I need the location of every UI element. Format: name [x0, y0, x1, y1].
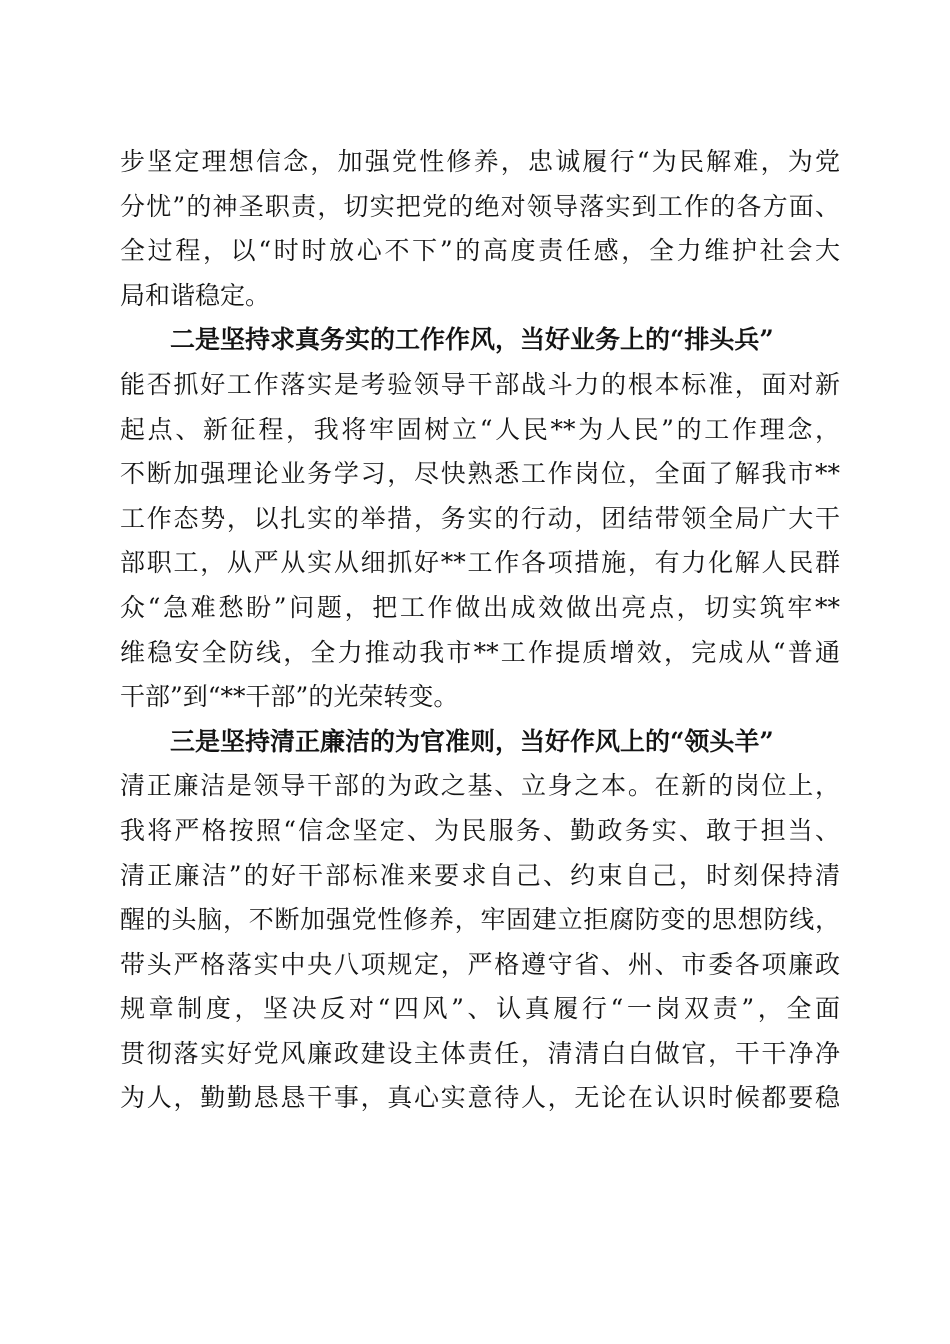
section-heading-2	[120, 318, 840, 363]
heading-line: 三是坚持清正廉洁的为官准则，当好作风上的“领头羊”	[170, 726, 774, 756]
text-line: 工作态势，以扎实的举措，务实的行动，团结带领全局广大干	[120, 503, 840, 533]
text-line: 众“急难愁盼”问题，把工作做出成效做出亮点，切实筑牢**	[120, 592, 840, 622]
text-line: 我将严格按照“信念坚定、为民服务、勤政务实、敢于担当、	[120, 815, 840, 845]
text-line: 不断加强理论业务学习，尽快熟悉工作岗位，全面了解我市**	[120, 459, 840, 489]
heading-line: 二是坚持求真务实的工作作风，当好业务上的“排头兵”	[170, 325, 774, 355]
text-line: 起点、新征程，我将牢固树立“人民**为人民”的工作理念，	[120, 414, 840, 444]
text-line: 规章制度，坚决反对“四风”、认真履行“一岗双责”，全面	[120, 994, 840, 1024]
section-heading-3	[120, 720, 840, 765]
text-line: 清正廉洁是领导干部的为政之基、立身之本。在新的岗位上，	[120, 771, 840, 801]
paragraph-section-2	[120, 363, 840, 720]
text-line: 贯彻落实好党风廉政建设主体责任，清清白白做官，干干净净	[120, 1038, 840, 1068]
text-line: 局和谐稳定。	[120, 280, 271, 310]
document-body	[120, 140, 840, 1121]
text-line: 为人，勤勤恳恳干事，真心实意待人，无论在认识时候都要稳	[120, 1083, 840, 1113]
paragraph-section-3	[120, 764, 840, 1121]
text-line: 分忧”的神圣职责，切实把党的绝对领导落实到工作的各方面、	[120, 191, 840, 221]
text-line: 清正廉洁”的好干部标准来要求自己、约束自己，时刻保持清	[120, 860, 840, 890]
text-line: 带头严格落实中央八项规定，严格遵守省、州、市委各项廉政	[120, 949, 840, 979]
paragraph-continuation	[120, 140, 840, 318]
text-line: 能否抓好工作落实是考验领导干部战斗力的根本标准，面对新	[120, 369, 840, 399]
text-line: 部职工，从严从实从细抓好**工作各项措施，有力化解人民群	[120, 548, 840, 578]
text-line: 全过程，以“时时放心不下”的高度责任感，全力维护社会大	[120, 236, 840, 266]
text-line: 维稳安全防线，全力推动我市**工作提质增效，完成从“普通	[120, 637, 840, 667]
text-line: 干部”到“**干部”的光荣转变。	[120, 682, 459, 712]
text-line: 步坚定理想信念，加强党性修养，忠诚履行“为民解难，为党	[120, 147, 840, 176]
text-line: 醒的头脑，不断加强党性修养，牢固建立拒腐防变的思想防线，	[120, 905, 840, 935]
